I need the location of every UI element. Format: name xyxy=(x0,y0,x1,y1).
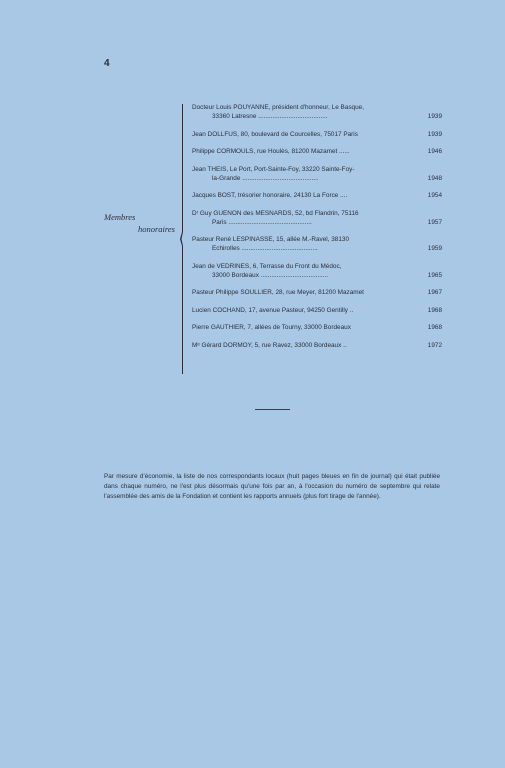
member-year: 1939 xyxy=(427,130,442,138)
member-year: 1968 xyxy=(427,324,442,331)
member-text: Jean DOLLFUS, 80, boulevard de Courcelles, 75017 Paris xyxy=(192,130,358,138)
member-entry xyxy=(192,130,442,139)
member-year: 1968 xyxy=(427,306,442,314)
member-year: 1946 xyxy=(427,148,442,155)
member-entry xyxy=(192,191,442,200)
separator-rule xyxy=(255,409,290,410)
member-year: 1972 xyxy=(427,341,442,349)
member-text-continued: Echirolles ........................................... xyxy=(212,245,318,252)
member-entry xyxy=(192,306,442,315)
member-entry xyxy=(192,147,442,156)
page-number: 4 xyxy=(104,58,110,69)
member-entry xyxy=(192,103,442,121)
section-label xyxy=(104,211,175,235)
section-label-line1: Membres xyxy=(104,212,136,222)
member-year: 1957 xyxy=(427,218,442,226)
member-text: Pierre GAUTHIER, 7, allées de Tourny, 33000 Bordeaux xyxy=(192,324,351,331)
member-entry xyxy=(192,165,442,183)
note-paragraph: Par mesure d'économie, la liste de nos correspondants locaux (huit pages bleues en fin de journal) qui était publiée dans chaque numéro, ne l'est plus désormais qu'une fois par an, à l'occasion du numéro de septembre qui relate l'assemblée des amis de la Fondation et contient les rapports annuels (plus fort tirage de l'année). xyxy=(104,473,440,500)
member-text: Jean THEIS, Le Port, Port-Sainte-Foy, 33220 Sainte-Foy- xyxy=(192,165,355,173)
honorary-members-list xyxy=(192,103,442,358)
member-entry xyxy=(192,235,442,253)
member-text-continued: 33360 Latresne ....................................... xyxy=(212,113,328,120)
member-year: 1939 xyxy=(427,113,442,120)
member-entry xyxy=(192,323,442,332)
member-text: Dʳ Guy GUENON des MESNARDS, 52, bd Flandrin, 75116 xyxy=(192,209,359,217)
member-text-continued: la-Grande ........................................... xyxy=(212,174,319,182)
member-text: Lucien COCHAND, 17, avenue Pasteur, 94250 Gentilly .. xyxy=(192,306,354,314)
member-text-continued: 33000 Bordeaux ...................................... xyxy=(212,271,329,279)
curly-bracket xyxy=(180,104,184,374)
member-text: Mᵉ Gérard DORMOY, 5, rue Ravez, 33000 Bordeaux .. xyxy=(192,341,347,349)
member-text: Docteur Louis POUYANNE, président d'honneur, Le Basque, xyxy=(192,104,364,111)
member-text: Philippe CORMOULS, rue Houlès, 81200 Mazamet ...... xyxy=(192,148,350,155)
member-text-continued: Paris ............................................... xyxy=(212,218,312,226)
member-year: 1965 xyxy=(427,271,442,279)
member-entry xyxy=(192,262,442,280)
member-year: 1954 xyxy=(427,192,442,199)
member-year: 1948 xyxy=(427,174,442,182)
member-year: 1959 xyxy=(427,245,442,252)
section-label-line2: honoraires xyxy=(138,224,175,234)
member-entry xyxy=(192,288,442,297)
member-year: 1967 xyxy=(427,289,442,296)
member-text: Jacques BOST, trésorier honoraire, 24130 La Force .... xyxy=(192,192,348,199)
member-text: Pasteur Philippe SOULLIER, 28, rue Meyer, 81200 Mazamet xyxy=(192,289,364,296)
member-text: Jean de VEDRINES, 6, Terrasse du Front du Médoc, xyxy=(192,262,342,270)
member-entry xyxy=(192,209,442,227)
member-entry xyxy=(192,341,442,350)
member-text: Pasteur René LESPINASSE, 15, allée M.-Ravel, 38130 xyxy=(192,236,350,243)
